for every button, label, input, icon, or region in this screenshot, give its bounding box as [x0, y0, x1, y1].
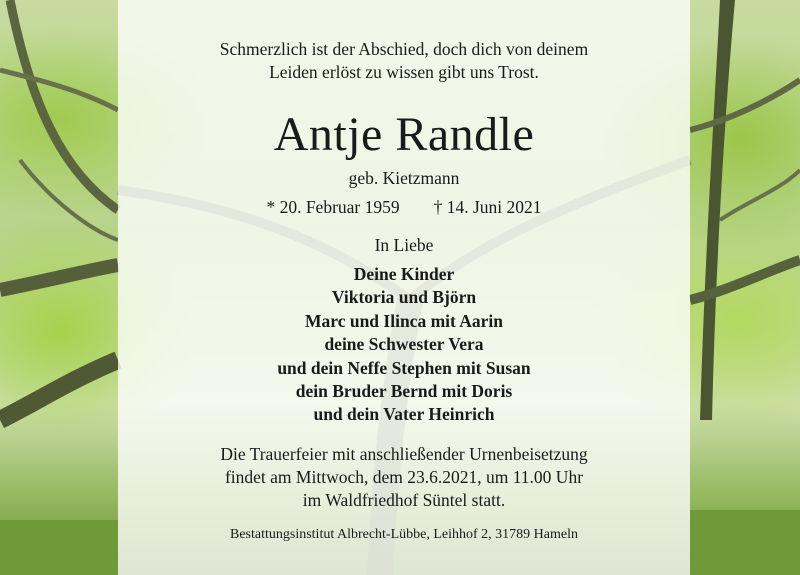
undertaker-info: Bestattungsinstitut Albrecht-Lübbe, Leihhof 2, 31789 Hameln	[230, 527, 578, 542]
in-love-label: In Liebe	[374, 235, 434, 255]
mourner-line: Marc und Ilinca mit Aarin	[304, 310, 504, 331]
service-line: Die Trauerfeier mit anschließender Urnenbeisetzung	[220, 444, 588, 464]
life-dates	[118, 196, 690, 218]
funeral-service-info	[118, 443, 690, 512]
mourner-line: Deine Kinder	[353, 264, 455, 284]
mourner-line: Viktoria und Björn	[331, 287, 477, 308]
birth-date: * 20. Februar 1959	[266, 197, 400, 217]
mourner-line: deine Schwester Vera	[324, 334, 484, 355]
deceased-name: Antje Randle	[273, 108, 535, 161]
maiden-name: geb. Kietzmann	[348, 168, 460, 188]
service-line: findet am Mittwoch, dem 23.6.2021, um 11.00 Uhr	[224, 467, 584, 487]
motto-line: Schmerzlich ist der Abschied, doch dich von deinem	[219, 39, 589, 59]
service-line: im Waldfriedhof Süntel statt.	[302, 490, 506, 510]
mourners-list	[118, 263, 690, 427]
mourner-line: und dein Neffe Stephen mit Susan	[277, 357, 531, 378]
motto-line: Leiden erlöst zu wissen gibt uns Trost.	[269, 62, 539, 82]
death-date: † 14. Juni 2021	[433, 197, 542, 217]
mourner-line: und dein Vater Heinrich	[313, 404, 495, 425]
mourner-line: dein Bruder Bernd mit Doris	[295, 381, 513, 402]
motto	[118, 38, 690, 84]
